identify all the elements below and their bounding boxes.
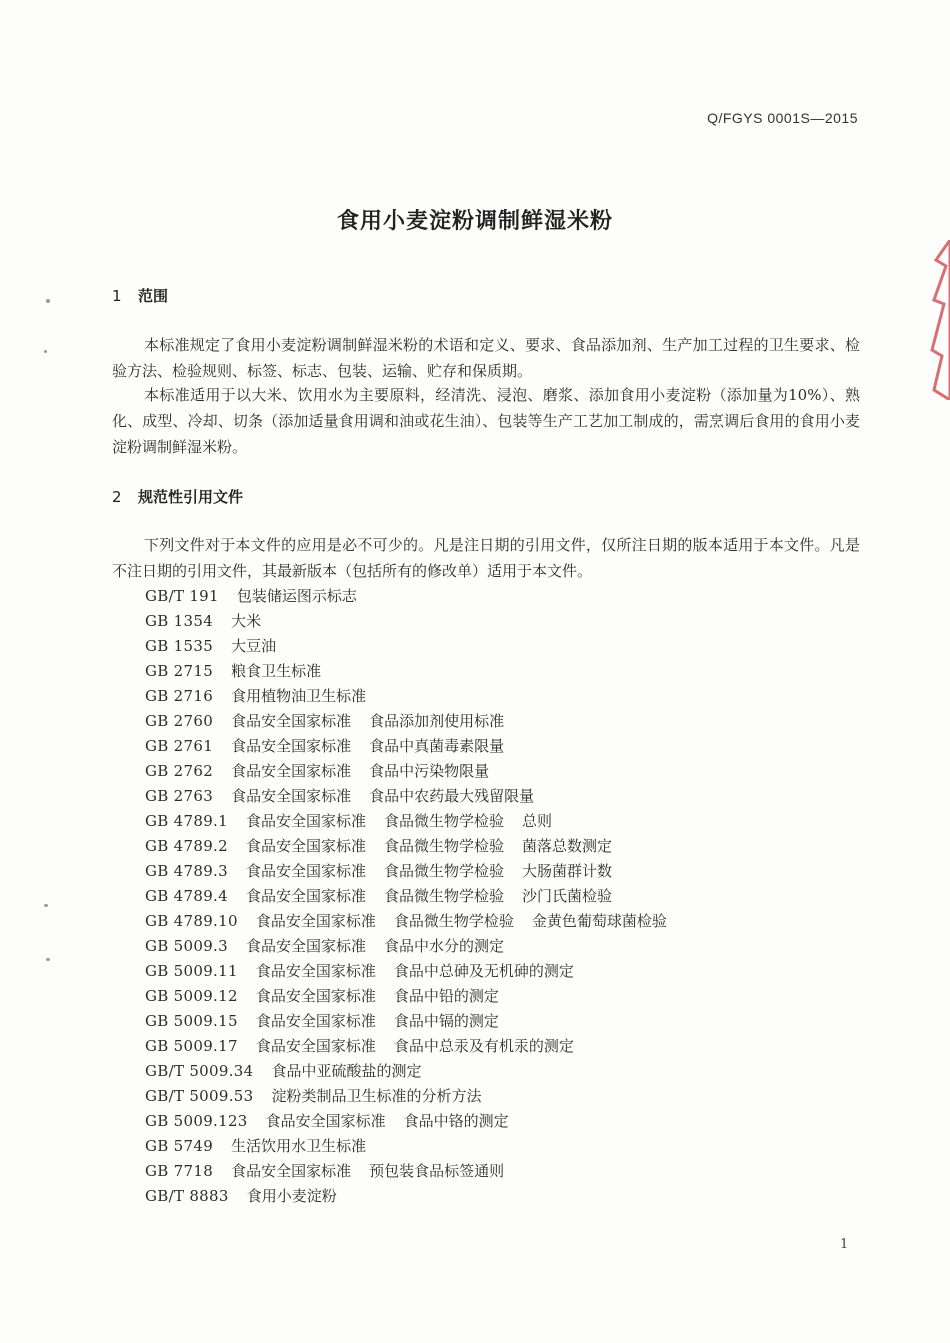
reference-title: 沙门氏菌检验 — [522, 887, 613, 905]
reference-code: GB 4789.2 — [145, 837, 228, 855]
reference-title: 食品中镉的测定 — [393, 1012, 499, 1030]
reference-title: 大肠菌群计数 — [522, 862, 613, 880]
reference-item — [145, 959, 845, 984]
reference-title: 总则 — [522, 812, 553, 830]
document-title: 食用小麦淀粉调制鲜湿米粉 — [336, 209, 613, 234]
reference-title: 食品中铅的测定 — [393, 987, 499, 1005]
reference-item — [145, 834, 845, 859]
reference-item — [145, 609, 845, 634]
reference-title: 生活饮用水卫生标准 — [231, 1137, 367, 1155]
reference-item — [145, 859, 845, 884]
reference-item — [145, 909, 845, 934]
reference-title: 大豆油 — [231, 637, 277, 655]
stamp-edge-icon — [928, 240, 950, 400]
paragraph: 本标准规定了食用小麦淀粉调制鲜湿米粉的术语和定义、要求、食品添加剂、生产加工过程的卫生要求、检验方法、检验规则、标签、标志、包装、运输、贮存和保质期。 — [112, 336, 860, 380]
reference-code: GB 5009.11 — [145, 962, 238, 980]
reference-title: 食品微生物学检验 — [383, 887, 504, 905]
reference-item — [145, 1034, 845, 1059]
reference-title: 食品安全国家标准 — [245, 887, 366, 905]
reference-title: 食品安全国家标准 — [255, 1037, 376, 1055]
reference-item — [145, 659, 845, 684]
reference-list — [145, 584, 845, 1209]
reference-item — [145, 1009, 845, 1034]
reference-title: 食品安全国家标准 — [231, 1162, 352, 1180]
paragraph: 下列文件对于本文件的应用是必不可少的。凡是注日期的引用文件，仅所注日期的版本适用于本文件。凡是不注日期的引用文件，其最新版本（包括所有的修改单）适用于本文件。 — [112, 536, 860, 580]
reference-item — [145, 984, 845, 1009]
reference-code: GB 7718 — [145, 1162, 214, 1180]
reference-item — [145, 1059, 845, 1084]
reference-code: GB 1354 — [145, 612, 214, 630]
reference-title: 食品安全国家标准 — [255, 962, 376, 980]
reference-title: 食品安全国家标准 — [231, 737, 352, 755]
reference-title: 食品中铬的测定 — [403, 1112, 509, 1130]
reference-title: 金黄色葡萄球菌检验 — [531, 912, 667, 930]
reference-title: 食品中总砷及无机砷的测定 — [393, 962, 574, 980]
reference-item — [145, 709, 845, 734]
reference-code: GB 2761 — [145, 737, 214, 755]
reference-code: GB 4789.1 — [145, 812, 228, 830]
reference-title: 食品微生物学检验 — [393, 912, 514, 930]
section-1-heading — [112, 285, 168, 306]
reference-item — [145, 1184, 845, 1209]
reference-item — [145, 809, 845, 834]
reference-title: 食品添加剂使用标准 — [369, 712, 505, 730]
reference-title: 食品安全国家标准 — [231, 712, 352, 730]
reference-title: 食品微生物学检验 — [383, 837, 504, 855]
reference-title: 粮食卫生标准 — [231, 662, 322, 680]
reference-code: GB 4789.3 — [145, 862, 228, 880]
reference-code: GB 4789.10 — [145, 912, 238, 930]
reference-code: GB 5009.17 — [145, 1037, 238, 1055]
reference-title: 淀粉类制品卫生标准的分析方法 — [271, 1087, 482, 1105]
reference-item — [145, 1109, 845, 1134]
reference-code: GB/T 8883 — [145, 1187, 229, 1205]
scan-speck — [44, 904, 48, 907]
reference-item — [145, 1159, 845, 1184]
reference-item — [145, 684, 845, 709]
paragraph: 本标准适用于以大米、饮用水为主要原料，经清洗、浸泡、磨浆、添加食用小麦淀粉（添加量为10%）、熟化、成型、冷却、切条（添加适量食用调和油或花生油）、包装等生产工艺加工制成的，需烹调后食用的食用小麦淀粉调制鲜湿米粉。 — [112, 386, 860, 456]
reference-code: GB 2716 — [145, 687, 214, 705]
page-number: 1 — [840, 1237, 849, 1252]
reference-title: 食品安全国家标准 — [265, 1112, 386, 1130]
reference-code: GB 5009.12 — [145, 987, 238, 1005]
reference-code: GB 5749 — [145, 1137, 214, 1155]
reference-title: 食品中亚硫酸盐的测定 — [271, 1062, 422, 1080]
reference-title: 食品安全国家标准 — [245, 937, 366, 955]
section-title: 规范性引用文件 — [138, 488, 244, 506]
reference-item — [145, 584, 845, 609]
reference-code: GB 5009.123 — [145, 1112, 248, 1130]
reference-code: GB 2762 — [145, 762, 214, 780]
reference-item — [145, 884, 845, 909]
reference-item — [145, 734, 845, 759]
section-2-heading — [112, 486, 243, 507]
reference-title: 食品安全国家标准 — [231, 787, 352, 805]
reference-title: 包装储运图示标志 — [236, 587, 357, 605]
reference-title: 食品中农药最大残留限量 — [369, 787, 535, 805]
reference-item — [145, 759, 845, 784]
reference-title: 食品安全国家标准 — [255, 987, 376, 1005]
reference-title: 食品安全国家标准 — [245, 812, 366, 830]
reference-title: 食用小麦淀粉 — [246, 1187, 337, 1205]
reference-item — [145, 1084, 845, 1109]
reference-code: GB 4789.4 — [145, 887, 228, 905]
reference-item — [145, 934, 845, 959]
reference-code: GB 5009.15 — [145, 1012, 238, 1030]
reference-title: 菌落总数测定 — [522, 837, 613, 855]
reference-code: GB/T 5009.34 — [145, 1062, 254, 1080]
scan-speck — [46, 299, 50, 303]
reference-title: 食品中污染物限量 — [369, 762, 490, 780]
reference-title: 食品安全国家标准 — [245, 862, 366, 880]
reference-code: GB/T 5009.53 — [145, 1087, 254, 1105]
reference-title: 食品中总汞及有机汞的测定 — [393, 1037, 574, 1055]
reference-code: GB/T 191 — [145, 587, 219, 605]
section-title: 范围 — [138, 287, 169, 305]
reference-title: 食品微生物学检验 — [383, 862, 504, 880]
scan-speck — [44, 350, 47, 353]
reference-title: 食品微生物学检验 — [383, 812, 504, 830]
reference-code: GB 2760 — [145, 712, 214, 730]
reference-title: 食品安全国家标准 — [255, 912, 376, 930]
reference-code: GB 1535 — [145, 637, 214, 655]
reference-title: 食用植物油卫生标准 — [231, 687, 367, 705]
scan-speck — [46, 958, 50, 961]
section-number: 1 — [112, 287, 122, 305]
reference-title: 食品中水分的测定 — [383, 937, 504, 955]
reference-code: GB 2715 — [145, 662, 214, 680]
reference-title: 大米 — [231, 612, 262, 630]
reference-item — [145, 1134, 845, 1159]
reference-title: 食品安全国家标准 — [245, 837, 366, 855]
reference-item — [145, 634, 845, 659]
reference-title: 预包装食品标签通则 — [369, 1162, 505, 1180]
document-code: Q/FGYS 0001S—2015 — [707, 110, 858, 126]
reference-title: 食品中真菌毒素限量 — [369, 737, 505, 755]
reference-code: GB 5009.3 — [145, 937, 228, 955]
reference-title: 食品安全国家标准 — [255, 1012, 376, 1030]
reference-title: 食品安全国家标准 — [231, 762, 352, 780]
reference-code: GB 2763 — [145, 787, 214, 805]
section-number: 2 — [112, 488, 122, 506]
reference-item — [145, 784, 845, 809]
